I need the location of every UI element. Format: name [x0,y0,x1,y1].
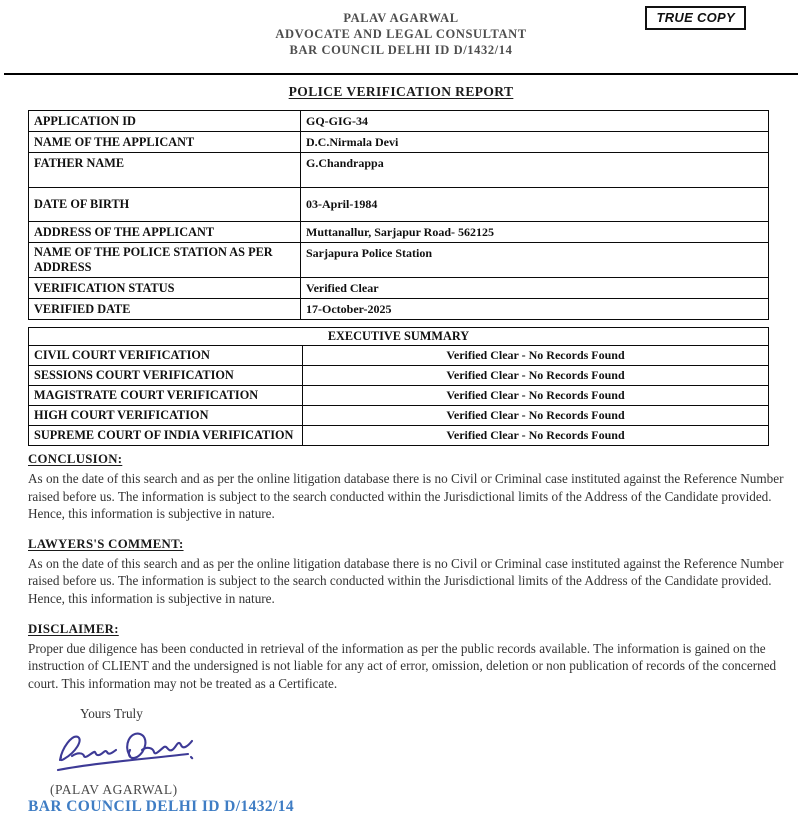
section-body: Proper due diligence has been conducted in retrieval of the information as per the public records available. The information is gained on the instruction of CLIENT and the undersigned is not liable for any act of error, omission, deletion or non publication of records of the concerned court. This information may not be treated as a Certificate. [28,640,777,691]
row-label: VERIFIED DATE [29,299,301,320]
row-label: NAME OF THE APPLICANT [29,132,301,153]
row-label: NAME OF THE POLICE STATION AS PER ADDRESS [29,243,301,278]
row-value: GQ-GIG-34 [301,111,769,132]
summary-header-row [29,328,769,346]
table-row [29,222,769,243]
footer-bar-council-id: BAR COUNCIL DELHI ID D/1432/14 [28,798,295,816]
table-row [29,188,769,222]
row-label: HIGH COURT VERIFICATION [29,406,303,426]
applicant-details-table [28,110,769,320]
table-row [29,111,769,132]
table-row [29,132,769,153]
advocate-name: PALAV AGARWAL [343,11,459,25]
table-row [29,346,769,366]
narrative-sections [28,452,784,692]
row-label: SUPREME COURT OF INDIA VERIFICATION [29,426,303,446]
row-label: FATHER NAME [29,153,301,188]
table-row [29,278,769,299]
row-value: G.Chandrappa [301,153,769,188]
true-copy-stamp [645,6,746,30]
summary-title: EXECUTIVE SUMMARY [29,328,769,346]
table-row [29,243,769,278]
signer-name: (PALAV AGARWAL) [50,782,178,798]
page-title: POLICE VERIFICATION REPORT [288,84,514,99]
section-heading: CONCLUSION: [28,452,123,466]
row-label: CIVIL COURT VERIFICATION [29,346,303,366]
section-heading: DISCLAIMER: [28,621,119,636]
valediction: Yours Truly [80,706,143,722]
row-label: DATE OF BIRTH [29,188,301,222]
row-value: Verified Clear - No Records Found [303,346,769,366]
row-value: Verified Clear - No Records Found [303,406,769,426]
table-row [29,153,769,188]
table-row [29,366,769,386]
row-value: Verified Clear [301,278,769,299]
row-value: Muttanallur, Sarjapur Road- 562125 [301,222,769,243]
header-divider [4,73,798,75]
text-section [28,621,777,693]
row-value: Sarjapura Police Station [301,243,769,278]
table-row [29,426,769,446]
advocate-role: ADVOCATE AND LEGAL CONSULTANT [275,27,527,41]
section-body: As on the date of this search and as per the online litigation database there is no Civil or Criminal case instituted against the Reference Number raised before us. The information is subject to the search conducted within the Jurisdictional limits of the Address of the Candidate provided. Hence, this information is subjective in nature. [28,555,784,606]
table-row [29,406,769,426]
row-label: ADDRESS OF THE APPLICANT [29,222,301,243]
bar-council-id: BAR COUNCIL DELHI ID D/1432/14 [289,43,513,57]
table-row [29,386,769,406]
text-section [28,452,784,523]
executive-summary-table [28,327,769,446]
handwritten-signature-icon [50,726,200,782]
report-title-wrap [0,83,802,101]
text-section [28,536,784,608]
table-row [29,299,769,320]
signature-image [50,726,802,782]
row-value: Verified Clear - No Records Found [303,386,769,406]
row-value: 17-October-2025 [301,299,769,320]
section-body: As on the date of this search and as per the online litigation database there is no Civil or Criminal case instituted against the Reference Number raised before us. The information is subject to the search conducted within the Jurisdictional limits of the Address of the Candidate provided. Hence, this information is subjective in nature. [28,471,784,522]
true-copy-label: TRUE COPY [656,10,735,25]
section-heading: LAWYERS'S COMMENT: [28,536,184,551]
row-value: Verified Clear - No Records Found [303,366,769,386]
row-value: Verified Clear - No Records Found [303,426,769,446]
row-label: VERIFICATION STATUS [29,278,301,299]
row-label: SESSIONS COURT VERIFICATION [29,366,303,386]
row-value: 03-April-1984 [301,188,769,222]
row-label: APPLICATION ID [29,111,301,132]
row-label: MAGISTRATE COURT VERIFICATION [29,386,303,406]
row-value: D.C.Nirmala Devi [301,132,769,153]
